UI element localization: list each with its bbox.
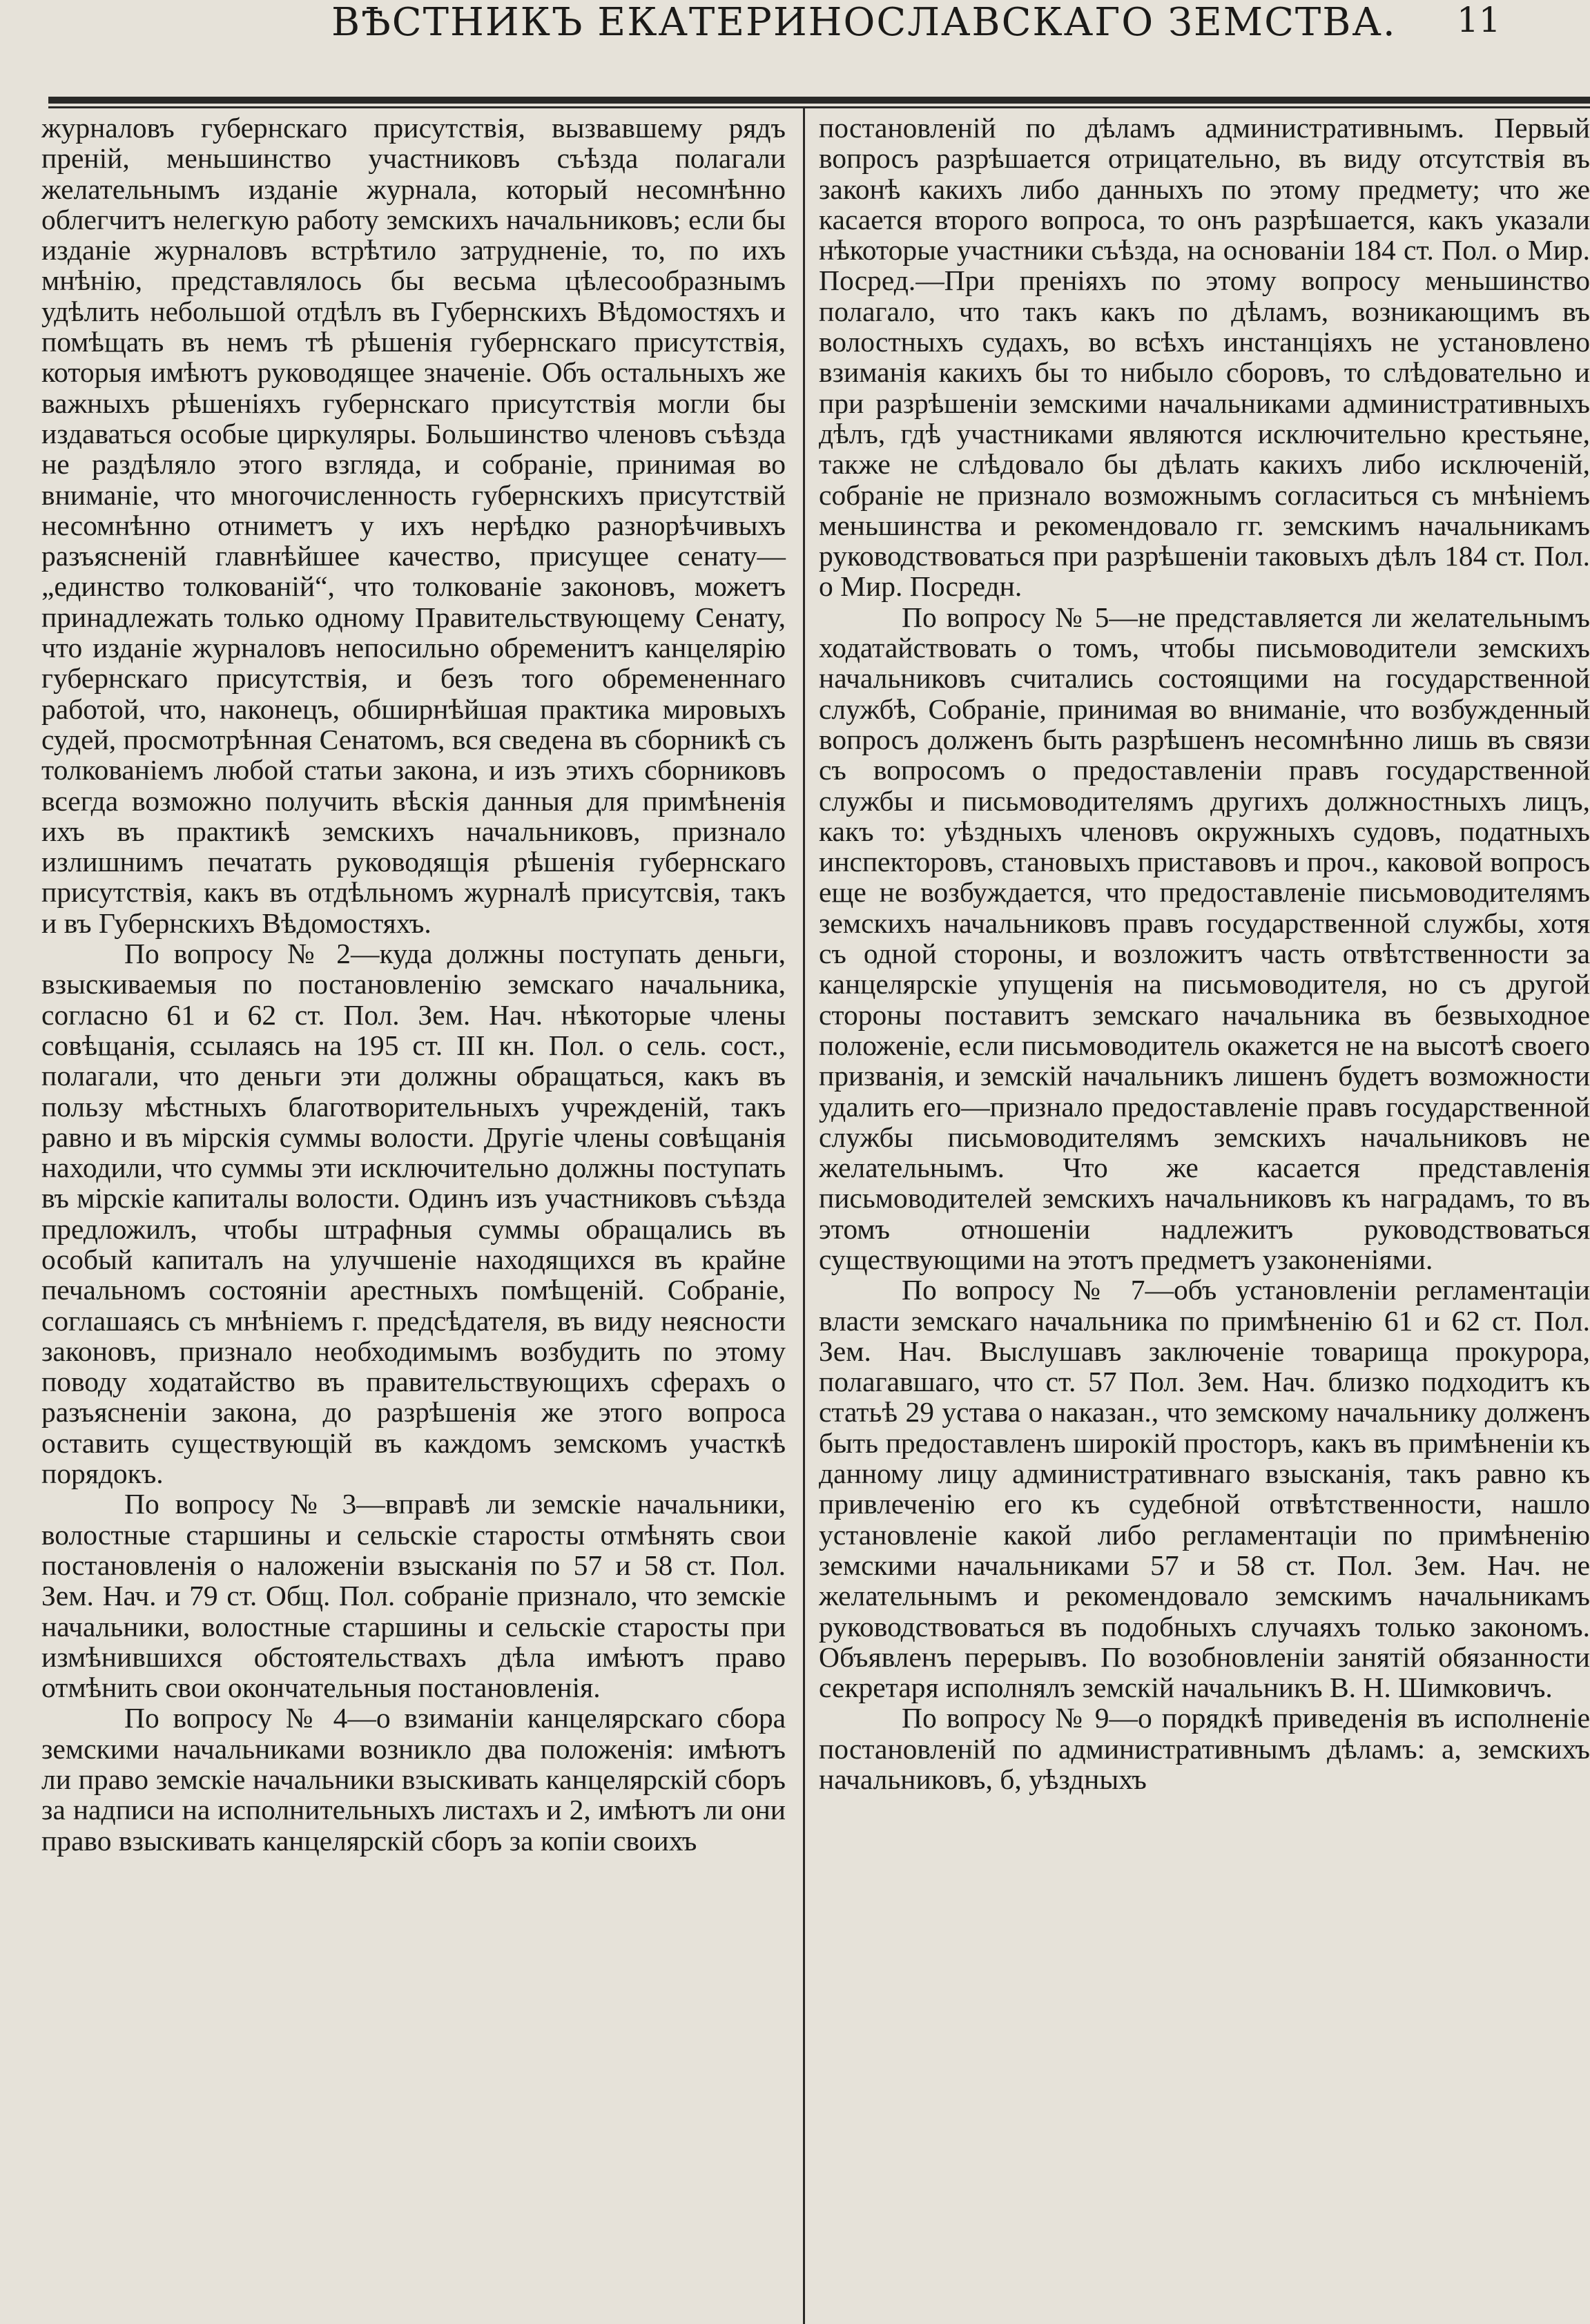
column-divider xyxy=(803,107,805,2324)
header-rule-thin xyxy=(48,106,1590,108)
paragraph-question-2: По вопросу № 2—куда должны поступать деньги, взыскиваемыя по постановленію земскаго начальника, согласно 61 и 62 ст. Пол. Зем. Нач. нѣкоторые члены совѣщанія, ссылаясь на 195 ст. III кн. Пол. о сель. сост., полагали, что деньги эти должны обращаться, какъ въ пользу мѣстныхъ благотворительныхъ учрежденій, такъ равно и въ мірскія суммы волости. Другіе члены совѣщанія находили, что суммы эти исключительно должны поступать въ мірскіе капиталы волости. Одинъ изъ участниковъ съѣзда предложилъ, чтобы штрафныя суммы обращались въ особый капиталъ на улучшеніе находящихся въ крайне печальномъ состояніи арестныхъ помѣщеній. Собраніе, соглашаясь съ мнѣніемъ г. предсѣдателя, въ виду неясности законовъ, признало необходимымъ возбудить по этому поводу ходатайство въ правительствующихъ сферахъ о разъясненіи закона, до разрѣшенія же этого вопроса оставить существующій въ каждомъ земскомъ участкѣ порядокъ. xyxy=(41,938,786,1490)
page-number: 11 xyxy=(1457,0,1501,40)
paragraph-question-4: По вопросу № 4—о взиманіи канцелярскаго сбора земскими начальниками возникло два положенія: имѣютъ ли право земскіе начальники взыскивать канцелярскій сборъ за надписи на исполнительныхъ листахъ и 2, имѣютъ ли они право взыскивать канцелярскій сборъ за копіи своихъ xyxy=(41,1702,786,1857)
right-column xyxy=(819,113,1590,1794)
paragraph-question-7: По вопросу № 7—объ установленіи регламентаціи власти земскаго начальника по примѣненію 61 и 62 ст. Пол. Зем. Нач. Выслушавъ заключеніе товарища прокурора, полагавшаго, что ст. 57 Пол. Зем. Нач. близко подходитъ къ статьѣ 29 устава о наказан., что земскому начальнику долженъ быть предоставленъ широкій просторъ, какъ въ примѣненіи къ данному лицу административнаго взысканія, такъ равно къ привлеченію его къ судебной отвѣтственности, нашло установленіе какой либо регламентаціи по примѣненію земскими начальниками 57 и 58 ст. Пол. Зем. Нач. не желательнымъ и рекомендовало земскимъ начальникамъ руководствоваться въ подобныхъ случаяхъ только закономъ. Объявленъ перерывъ. По возобновленіи занятій обязанности секретаря исполнялъ земскій начальникъ В. Н. Шимковичъ. xyxy=(819,1274,1590,1704)
paragraph-question-9: По вопросу № 9—о порядкѣ приведенія въ исполненіе постановленій по административнымъ дѣламъ: а, земскихъ начальниковъ, б, уѣздныхъ xyxy=(819,1702,1590,1796)
running-title: ВѢСТНИКЪ ЕКАТЕРИНОСЛАВСКАГО ЗЕМСТВА. xyxy=(331,0,1397,45)
paragraph-question-5: По вопросу № 5—не представляется ли желательнымъ ходатайствовать о томъ, чтобы письмоводители земскихъ начальниковъ считались состоящими на государственной службѣ, Собраніе, принимая во вниманіе, что возбужденный вопросъ долженъ быть разрѣшенъ несомнѣнно лишь въ связи съ вопросомъ о предоставленіи правъ государственной службы и письмоводителямъ другихъ должностныхъ лицъ, какъ то: уѣздныхъ членовъ окружныхъ судовъ, податныхъ инспекторовъ, становыхъ приставовъ и проч., каковой вопросъ еще не возбуждается, что предоставленіе письмоводителямъ земскихъ начальниковъ правъ государственной службы, хотя съ одной стороны, и возложитъ часть отвѣтственности за канцелярскіе упущенія на письмоводителя, но съ другой стороны поставитъ земскаго начальника въ безвыходное положеніе, если письмоводитель окажется не на высотѣ своего призванія, и земскій начальникъ лишенъ будетъ возможности удалить его—признало предоставленіе правъ государственной службы письмоводителямъ земскихъ начальниковъ не желательнымъ. Что же касается представленія письмоводителей земскихъ начальниковъ къ наградамъ, то въ этомъ отношеніи надлежитъ руководствоваться существующими на этотъ предметъ узаконеніями. xyxy=(819,601,1590,1275)
paragraph-question-3: По вопросу № 3—вправѣ ли земскіе начальники, волостные старшины и сельскіе старосты отмѣнять свои постановленія о наложеніи взысканія по 57 и 58 ст. Пол. Зем. Нач. и 79 ст. Общ. Пол. собраніе признало, что земскіе начальники, волостные старшины и сельскіе старосты при измѣнившихся обстоятельствахъ дѣла имѣютъ право отмѣнить свои окончательныя постановленія. xyxy=(41,1488,786,1704)
header-rule-thick xyxy=(48,97,1590,104)
left-column xyxy=(41,113,786,1856)
paragraph-continuation: журналовъ губернскаго присутствія, вызвавшему рядъ преній, меньшинство участниковъ съѣзда полагали желательнымъ изданіе журнала, который несомнѣнно облегчитъ нелегкую работу земскихъ начальниковъ; если бы изданіе журналовъ встрѣтило затрудненіе, то, по ихъ мнѣнію, представлялось бы весьма цѣлесообразнымъ удѣлить небольшой отдѣлъ въ Губернскихъ Вѣдомостяхъ и помѣщать въ немъ тѣ рѣшенія губернскаго присутствія, которыя имѣютъ руководящее значеніе. Объ остальныхъ же важныхъ рѣшеніяхъ губернскаго присутствія могли бы издаваться особые циркуляры. Большинство членовъ съѣзда не раздѣляло этого взгляда, и собраніе, принимая во вниманіе, что многочисленность губернскихъ присутствій несомнѣнно отниметъ у ихъ нерѣдко разнорѣчивыхъ разъясненій главнѣйшее качество, присущее сенату—„единство толкованій“, что толкованіе законовъ, можетъ принадлежать только одному Правительствующему Сенату, что изданіе журналовъ непосильно обременитъ канцелярію губернскаго присутствія, и безъ того обремененнаго работой, что, наконецъ, обширнѣйшая практика мировыхъ судей, просмотрѣнная Сенатомъ, вся сведена въ сборникѣ съ толкованіемъ любой статьи закона, и изъ этихъ сборниковъ всегда возможно получить вѣскія данныя для примѣненія ихъ въ практикѣ земскихъ начальниковъ, признало излишнимъ печатать руководящія рѣшенія губернскаго присутствія, какъ въ отдѣльномъ журналѣ присутсвія, такъ и въ Губернскихъ Вѣдомостяхъ. xyxy=(41,112,786,939)
page-header xyxy=(0,0,1590,83)
paragraph-continuation-right: постановленій по дѣламъ административнымъ. Первый вопросъ разрѣшается отрицательно, въ виду отсутствія въ законѣ какихъ либо данныхъ по этому предмету; что же касается второго вопроса, то онъ разрѣшается, какъ указали нѣкоторые участники съѣзда, на основаніи 184 ст. Пол. о Мир. Посред.—При преніяхъ по этому вопросу меньшинство полагало, что такъ какъ по дѣламъ, возникающимъ въ волостныхъ судахъ, во всѣхъ инстанціяхъ не установлено взиманія какихъ бы то нибыло сборовъ, то слѣдовательно и при разрѣшеніи земскими начальниками административныхъ дѣлъ, гдѣ участниками являются исключительно крестьяне, также не слѣдовало бы дѣлать какихъ либо исключеній, собраніе не признало возможнымъ согласиться съ мнѣніемъ меньшинства и рекомендовало гг. земскимъ начальникамъ руководствоваться при разрѣшеніи таковыхъ дѣлъ 184 ст. Пол. о Мир. Посредн. xyxy=(819,112,1590,603)
